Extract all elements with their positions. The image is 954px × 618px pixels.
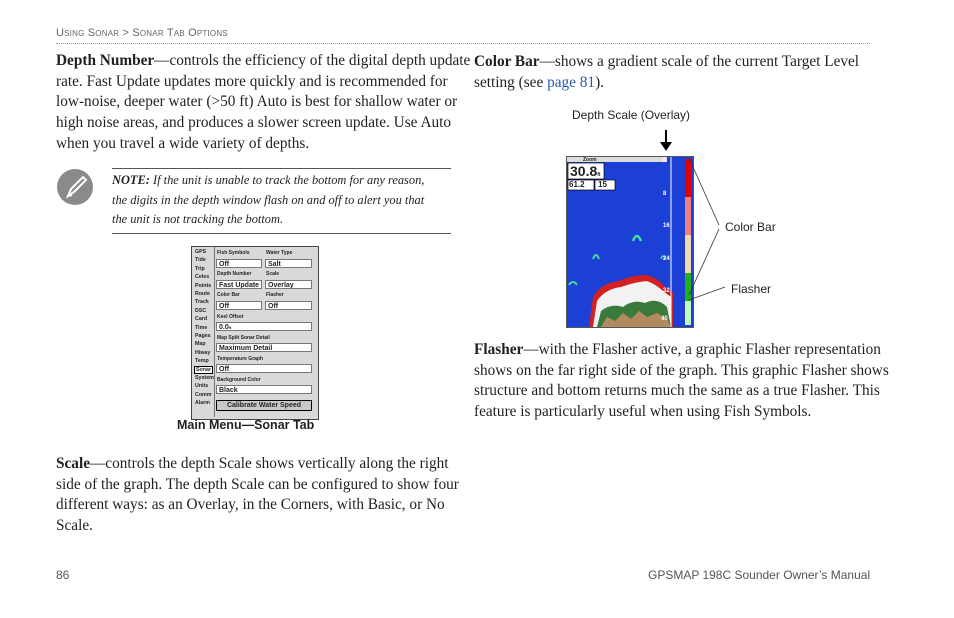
- depth-scale-mark: 16: [663, 223, 670, 229]
- menu-tab-route: Route: [195, 291, 211, 298]
- depth-number-value: Fast Update: [216, 280, 262, 289]
- temperature-readout: 15: [598, 180, 607, 189]
- fish-symbols-value: Off: [216, 259, 262, 268]
- bottom-depth-label: 40: [661, 316, 668, 322]
- figure-caption: Main Menu—Sonar Tab: [177, 418, 315, 432]
- flasher-text-4: feature is particularly useful when using Fish Symbols.: [474, 403, 812, 421]
- depth-number-term: Depth Number: [56, 52, 155, 69]
- depth-scale-mark: 24: [663, 255, 670, 262]
- color-bar-value: Off: [216, 301, 262, 310]
- color-bar-label: Color Bar: [217, 292, 240, 298]
- keel-offset-value: 0.0ft: [216, 322, 312, 331]
- annotation-leaders: [685, 155, 730, 305]
- note-text-3: the unit is not tracking the bottom.: [112, 212, 284, 226]
- color-bar-callout: Color Bar: [725, 220, 776, 234]
- note-label: NOTE:: [112, 173, 150, 187]
- color-bar-paragraph: [474, 52, 874, 93]
- depth-readout: 30.8ft: [570, 163, 601, 179]
- menu-tab-comm: Comm: [195, 391, 212, 398]
- depth-scale-mark: 0: [663, 158, 667, 164]
- menu-tab-gps: GPS: [195, 249, 207, 255]
- scale-value: Overlay: [265, 280, 312, 289]
- calibrate-water-speed-button: Calibrate Water Speed: [216, 400, 312, 411]
- menu-tab-celes: Celes: [195, 274, 210, 281]
- menu-tab-dsc: DSC: [195, 307, 207, 314]
- scale-text-4: Scale.: [56, 517, 93, 535]
- page-number: 86: [56, 568, 70, 582]
- background-color-label: Background Color: [217, 377, 261, 383]
- breadcrumb: Using Sonar > Sonar Tab Options: [56, 27, 228, 39]
- flasher-text-3: structure and bottom returns much the same as a true Flasher. This: [474, 382, 880, 400]
- page-81-link[interactable]: page 81: [547, 73, 596, 91]
- note-text-2: the digits in the depth window flash on and off to alert you that: [112, 192, 425, 207]
- color-bar-text-3: ).: [595, 73, 604, 91]
- header-rule: [56, 43, 870, 44]
- menu-tab-time: Time: [195, 324, 208, 331]
- menu-tab-card: Card: [195, 316, 208, 323]
- depth-number-text-2: rate. Fast Update updates more quickly and is recommended for: [56, 72, 448, 90]
- sonar-screen: [566, 156, 694, 328]
- down-arrow-icon: [658, 129, 674, 153]
- map-split-value: Maximum Detail: [216, 343, 312, 352]
- color-bar-term: Color Bar: [474, 53, 540, 70]
- depth-number-text-3: low-noise, deeper water (>50 ft) Auto is best for shallow water or: [56, 93, 458, 111]
- menu-tab-tide: Tide: [195, 257, 206, 264]
- depth-scale-mark: 8: [663, 190, 667, 197]
- menu-tab-trip: Trip: [195, 265, 205, 272]
- menu-tab-list: [193, 248, 213, 407]
- depth-scale-overlay-label: Depth Scale (Overlay): [572, 108, 691, 122]
- depth-number-text-4: high noise areas, and produces a slower screen update. Use Auto: [56, 114, 452, 132]
- flasher-term: Flasher: [474, 341, 524, 358]
- menu-tab-hiway: Hiway: [195, 349, 211, 356]
- scale-text-2: side of the graph. The depth Scale can be configured to show four: [56, 475, 459, 493]
- flasher-value: Off: [265, 301, 312, 310]
- menu-tab-sonar: Sonar: [196, 366, 212, 373]
- flasher-label: Flasher: [266, 292, 284, 298]
- menu-tab-system: System: [195, 374, 214, 381]
- color-bar-text-2: setting (see: [474, 73, 548, 91]
- menu-tab-temp: Temp: [195, 358, 209, 365]
- temperature-graph-value: Off: [216, 364, 312, 373]
- temperature-graph-label: Temperature Graph: [217, 356, 264, 362]
- water-type-value: Salt: [265, 259, 312, 268]
- depth-number-label: Depth Number: [217, 271, 252, 277]
- zoom-label: Zoom: [583, 157, 597, 163]
- background-color-value: Black: [216, 385, 312, 394]
- color-bar-text-1: —shows a gradient scale of the current Target Level: [539, 53, 860, 70]
- scale-paragraph: [56, 454, 459, 537]
- depth-number-paragraph: [56, 51, 471, 155]
- flasher-callout: Flasher: [731, 282, 772, 296]
- note-text-1: If the unit is unable to track the bottom for any reason,: [149, 173, 425, 187]
- menu-tab-pages: Pages: [195, 333, 211, 340]
- speed-readout: 61.2: [569, 180, 585, 189]
- menu-tab-map: Map: [195, 341, 206, 348]
- note-pencil-icon: [57, 169, 93, 205]
- depth-number-text-5: when you travel a wide variety of depths.: [56, 134, 310, 152]
- main-menu-sonar-tab-screenshot: [191, 246, 319, 420]
- menu-tab-points: Points: [195, 282, 212, 289]
- map-split-label: Map Split Sonar Detail: [217, 335, 270, 341]
- scale-term: Scale: [56, 455, 90, 472]
- water-type-label: Water Type: [266, 250, 293, 256]
- manual-title: GPSMAP 198C Sounder Owner’s Manual: [648, 568, 871, 582]
- menu-tab-units: Units: [195, 383, 209, 390]
- menu-tab-alarm: Alarm: [195, 399, 211, 406]
- flasher-text-1: —with the Flasher active, a graphic Flasher representation: [523, 341, 881, 358]
- note-box: [112, 168, 451, 234]
- depth-scale-mark: 32: [663, 288, 670, 294]
- depth-number-text-1: —controls the efficiency of the digital depth update: [154, 52, 471, 69]
- keel-offset-label: Keel Offset: [217, 314, 244, 320]
- flasher-text-2: shows on the far right side of the graph. This graphic Flasher shows: [474, 361, 889, 379]
- flasher-paragraph: [474, 340, 889, 423]
- scale-label: Scale: [266, 271, 280, 277]
- menu-tab-track: Track: [195, 299, 209, 306]
- scale-text-3: different ways: as an Overlay, in the Corners, with Basic, or No: [56, 496, 445, 514]
- fish-symbols-label: Fish Symbols: [217, 250, 250, 256]
- scale-text-1: —controls the depth Scale shows vertically along the right: [90, 455, 449, 472]
